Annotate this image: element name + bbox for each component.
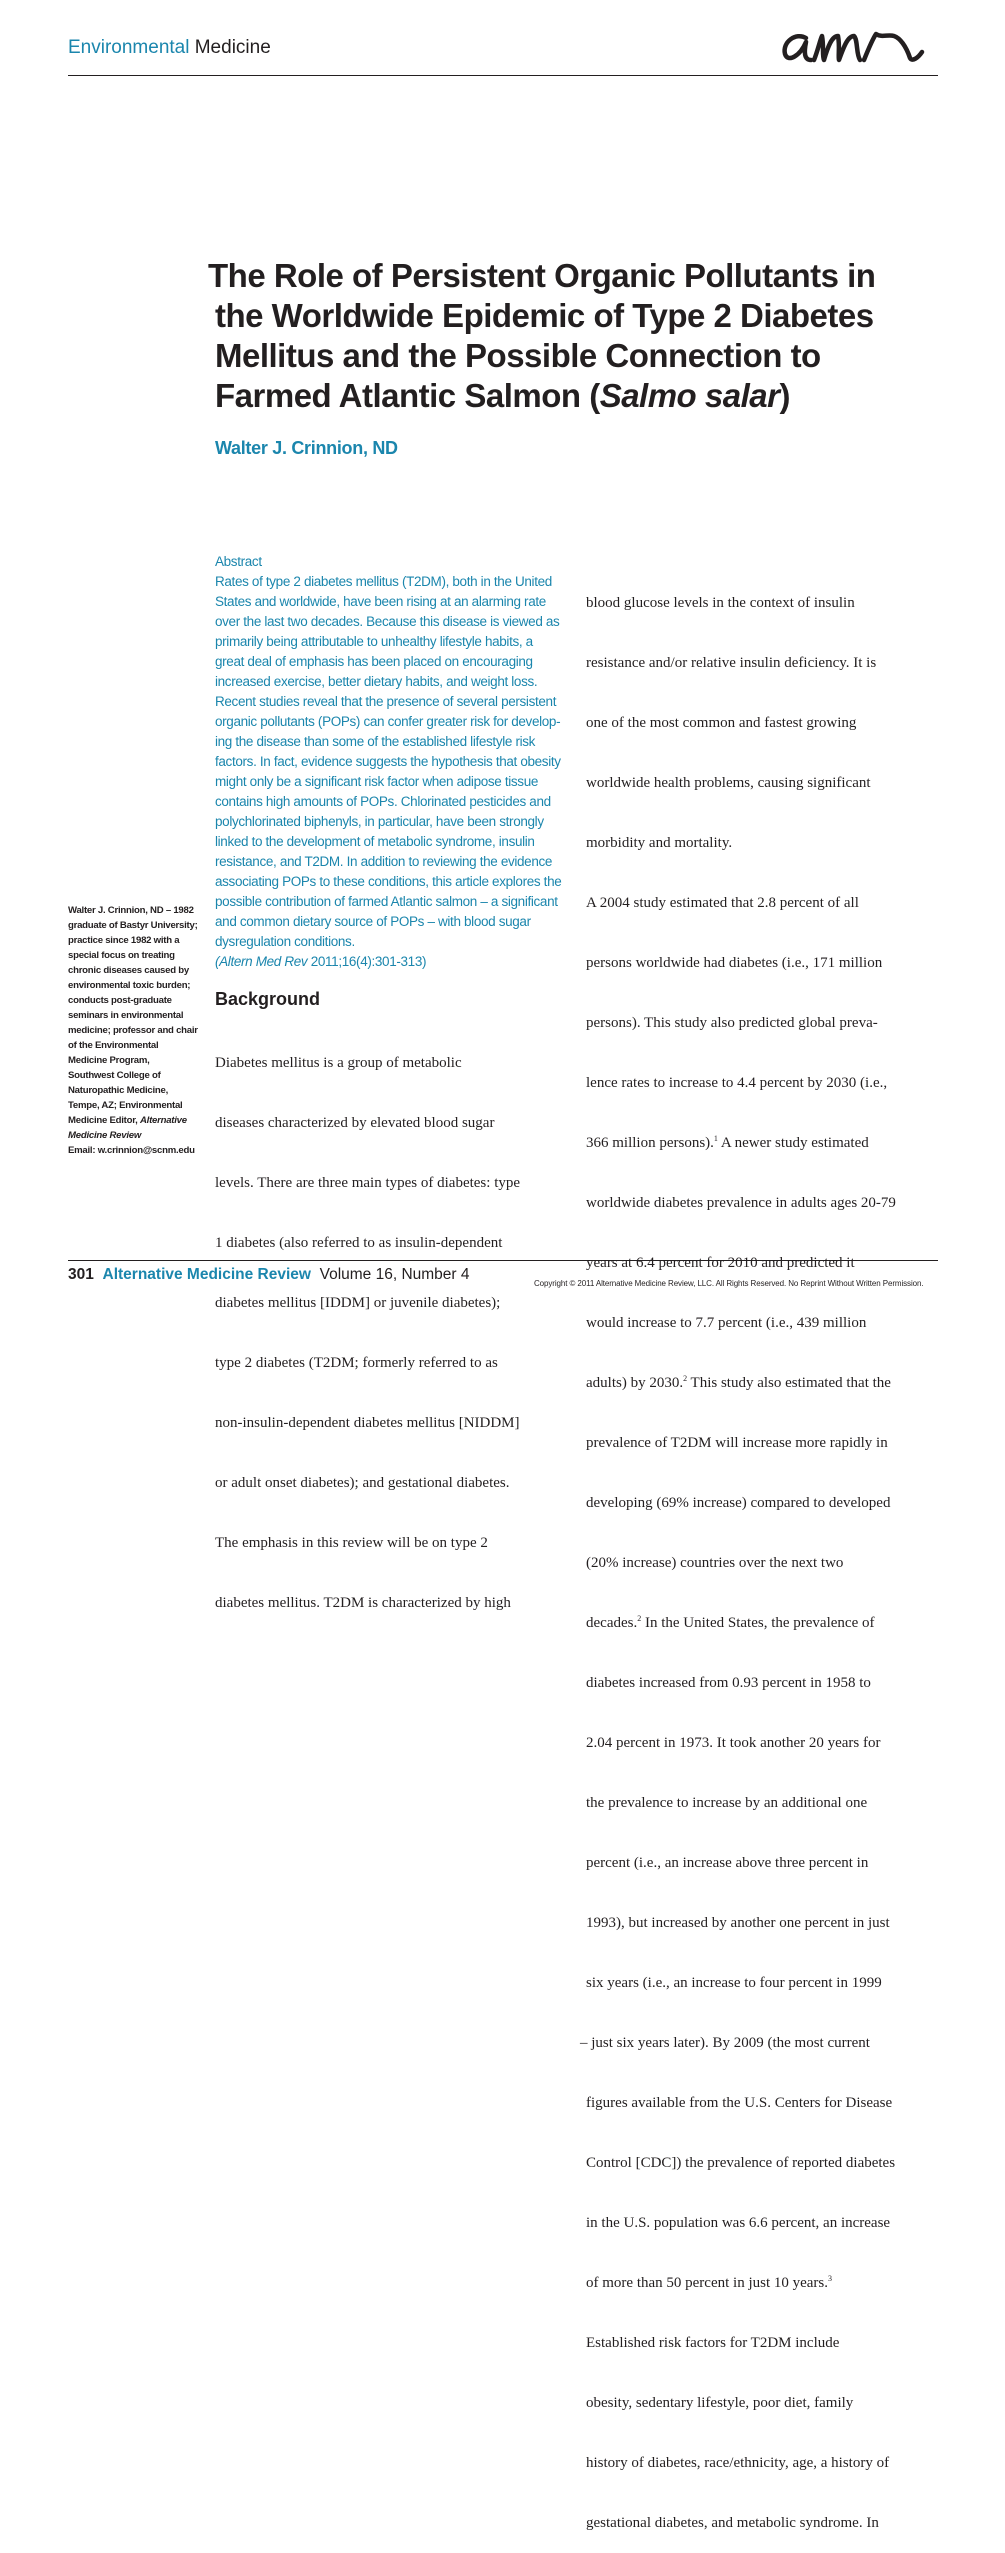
body-text: This study also estimated that the bbox=[687, 1375, 891, 1391]
title-species-name: Salmo salar bbox=[599, 377, 780, 414]
abstract-line: Recent studies reveal that the presence of several persistent bbox=[215, 694, 557, 709]
body-line: 2.04 percent in 1973. It took another 20 years for bbox=[586, 1735, 881, 1751]
abstract-heading: Abstract bbox=[215, 554, 262, 569]
bio-line: practice since 1982 with a bbox=[68, 935, 180, 946]
bio-editor-prefix: Medicine Editor, bbox=[68, 1115, 140, 1126]
bio-editor-journal: Alternative bbox=[139, 1115, 187, 1126]
body-line bbox=[586, 1373, 938, 1393]
body-line: levels. There are three main types of diabetes: type bbox=[215, 1175, 521, 1191]
body-line: percent (i.e., an increase above three percent in bbox=[586, 1855, 869, 1871]
bio-line: of the Environmental bbox=[68, 1040, 159, 1051]
bio-line: environmental toxic burden; bbox=[68, 980, 191, 991]
abstract-line: organic pollutants (POPs) can confer greater risk for develop- bbox=[215, 714, 561, 729]
abstract-line: dysregulation conditions. bbox=[215, 934, 355, 949]
title-line: Mellitus and the Possible Connection to bbox=[215, 337, 821, 374]
body-line: years at 6.4 percent for 2010 and predicted it bbox=[586, 1255, 855, 1271]
abstract-line: over the last two decades. Because this disease is viewed as bbox=[215, 614, 560, 629]
section-label-part2: Medicine bbox=[194, 37, 271, 58]
abstract-line: States and worldwide, have been rising at an alarming rate bbox=[215, 594, 546, 609]
body-line bbox=[586, 2273, 938, 2293]
title-line bbox=[208, 376, 948, 416]
body-line: figures available from the U.S. Centers for Disease bbox=[586, 2095, 893, 2111]
body-line: one of the most common and fastest growing bbox=[586, 715, 857, 731]
section-label bbox=[68, 37, 271, 59]
bio-line: seminars in environmental bbox=[68, 1010, 184, 1021]
body-line: Established risk factors for T2DM include bbox=[586, 2335, 840, 2351]
bio-line: Medicine Program, bbox=[68, 1055, 150, 1066]
body-line bbox=[586, 1613, 938, 1633]
author-name: Walter J. Crinnion, ND bbox=[215, 438, 398, 458]
left-column-body bbox=[215, 1013, 565, 1633]
bio-line bbox=[68, 1113, 206, 1128]
body-line: 1993), but increased by another one percent in just bbox=[586, 1915, 890, 1931]
body-line: history of diabetes, race/ethnicity, age, a history of bbox=[586, 2455, 890, 2471]
body-line: A 2004 study estimated that 2.8 percent of all bbox=[586, 895, 859, 911]
footer-journal-name: Alternative Medicine Review bbox=[102, 1266, 311, 1283]
body-text: of more than 50 percent in just 10 years. bbox=[586, 2275, 829, 2291]
abstract-line: ing the disease than some of the established lifestyle risk bbox=[215, 734, 536, 749]
abstract-citation bbox=[215, 952, 571, 972]
abstract-line: associating POPs to these conditions, this article explores the bbox=[215, 874, 562, 889]
right-column-body bbox=[580, 553, 938, 2553]
footer-rule bbox=[68, 1260, 938, 1261]
body-text: A newer study estimated bbox=[717, 1135, 869, 1151]
body-line: (20% increase) countries over the next two bbox=[586, 1555, 844, 1571]
citation-details: 2011;16(4):301-313) bbox=[307, 954, 427, 969]
bio-line: Southwest College of bbox=[68, 1070, 161, 1081]
body-line: lence rates to increase to 4.4 percent by 2030 (i.e., bbox=[586, 1075, 888, 1091]
body-line: diseases characterized by elevated blood sugar bbox=[215, 1115, 495, 1131]
body-line: worldwide health problems, causing significant bbox=[586, 775, 871, 791]
body-line: diabetes mellitus [IDDM] or juvenile diabetes); bbox=[215, 1295, 501, 1311]
body-line: in the U.S. population was 6.6 percent, an increase bbox=[586, 2215, 891, 2231]
abstract-line: contains high amounts of POPs. Chlorinated pesticides and bbox=[215, 794, 551, 809]
title-line: the Worldwide Epidemic of Type 2 Diabetes bbox=[215, 297, 874, 334]
header-rule bbox=[68, 75, 938, 76]
author-bio bbox=[68, 903, 206, 1158]
body-line: diabetes increased from 0.93 percent in 1958 to bbox=[586, 1675, 871, 1691]
bio-line bbox=[68, 1128, 206, 1143]
body-line: persons worldwide had diabetes (i.e., 171 million bbox=[586, 955, 883, 971]
abstract bbox=[215, 552, 571, 972]
copyright-notice: Copyright © 2011 Alternative Medicine Review, LLC. All Rights Reserved. No Reprint Without Written Permission. bbox=[534, 1279, 924, 1288]
body-line: gestational diabetes, and metabolic syndrome. In bbox=[586, 2515, 879, 2531]
abstract-line: Rates of type 2 diabetes mellitus (T2DM), both in the United bbox=[215, 574, 552, 589]
abstract-line: increased exercise, better dietary habits, and weight loss. bbox=[215, 674, 538, 689]
body-line: developing (69% increase) compared to developed bbox=[586, 1495, 891, 1511]
body-line: Diabetes mellitus is a group of metabolic bbox=[215, 1055, 462, 1071]
footer-journal-info bbox=[68, 1266, 470, 1284]
background-heading: Background bbox=[215, 989, 321, 1009]
bio-line: Tempe, AZ; Environmental bbox=[68, 1100, 183, 1111]
body-line: Control [CDC]) the prevalence of reported diabetes bbox=[586, 2155, 896, 2171]
reference-marker: 2 bbox=[683, 1374, 688, 1383]
body-line: prevalence of T2DM will increase more rapidly in bbox=[586, 1435, 888, 1451]
bio-line: conducts post-graduate bbox=[68, 995, 172, 1006]
abstract-line: possible contribution of farmed Atlantic salmon – a significant bbox=[215, 894, 558, 909]
reference-marker: 1 bbox=[713, 1134, 718, 1143]
body-line: – just six years later). By 2009 (the most current bbox=[580, 2035, 870, 2051]
body-text: 366 million persons). bbox=[586, 1135, 714, 1151]
body-line: six years (i.e., an increase to four percent in 1999 bbox=[586, 1975, 882, 1991]
abstract-line: great deal of emphasis has been placed on encouraging bbox=[215, 654, 533, 669]
title-text: ) bbox=[779, 377, 790, 414]
article-title bbox=[208, 256, 948, 416]
body-text: In the United States, the prevalence of bbox=[641, 1615, 875, 1631]
abstract-line: primarily being attributable to unhealthy lifestyle habits, a bbox=[215, 634, 533, 649]
bio-line: medicine; professor and chair bbox=[68, 1025, 198, 1036]
body-line: non-insulin-dependent diabetes mellitus [NIDDM] bbox=[215, 1415, 520, 1431]
body-line bbox=[586, 1133, 938, 1153]
bio-line: Walter J. Crinnion, ND – 1982 bbox=[68, 905, 194, 916]
body-line: or adult onset diabetes); and gestational diabetes. bbox=[215, 1475, 510, 1491]
body-line: blood glucose levels in the context of insulin bbox=[586, 595, 855, 611]
body-line: persons). This study also predicted global preva- bbox=[586, 1015, 878, 1031]
bio-editor-journal: Medicine Review bbox=[68, 1130, 142, 1141]
bio-line: Naturopathic Medicine, bbox=[68, 1085, 169, 1096]
abstract-line: might only be a significant risk factor when adipose tissue bbox=[215, 774, 539, 789]
body-text: adults) by 2030. bbox=[586, 1375, 684, 1391]
body-line: diabetes mellitus. T2DM is characterized by high bbox=[215, 1595, 511, 1611]
bio-line: special focus on treating bbox=[68, 950, 175, 961]
abstract-line: polychlorinated biphenyls, in particular, have been strongly bbox=[215, 814, 544, 829]
body-line: obesity, sedentary lifestyle, poor diet, family bbox=[586, 2395, 854, 2411]
body-line: 1 diabetes (also referred to as insulin-dependent bbox=[215, 1235, 503, 1251]
page-number: 301 bbox=[68, 1266, 94, 1283]
body-line: would increase to 7.7 percent (i.e., 439 million bbox=[586, 1315, 867, 1331]
reference-marker: 2 bbox=[637, 1614, 642, 1623]
footer-volume: Volume 16, Number 4 bbox=[319, 1266, 470, 1283]
body-line: The emphasis in this review will be on type 2 bbox=[215, 1535, 488, 1551]
citation-journal: (Altern Med Rev bbox=[215, 954, 308, 969]
body-line: morbidity and mortality. bbox=[586, 835, 733, 851]
journal-logo bbox=[776, 16, 936, 72]
abstract-line: linked to the development of metabolic syndrome, insulin bbox=[215, 834, 535, 849]
body-line: resistance and/or relative insulin deficiency. It is bbox=[586, 655, 877, 671]
bio-email: Email: w.crinnion@scnm.edu bbox=[68, 1145, 195, 1156]
abstract-line: and common dietary source of POPs – with blood sugar bbox=[215, 914, 531, 929]
reference-marker: 3 bbox=[828, 2274, 833, 2283]
abstract-line: factors. In fact, evidence suggests the hypothesis that obesity bbox=[215, 754, 561, 769]
bio-line: graduate of Bastyr University; bbox=[68, 920, 198, 931]
bio-line: chronic diseases caused by bbox=[68, 965, 189, 976]
body-text: decades. bbox=[586, 1615, 638, 1631]
title-line: The Role of Persistent Organic Pollutants in bbox=[208, 257, 876, 294]
body-line: type 2 diabetes (T2DM; formerly referred to as bbox=[215, 1355, 498, 1371]
abstract-line: resistance, and T2DM. In addition to reviewing the evidence bbox=[215, 854, 553, 869]
body-line: worldwide diabetes prevalence in adults ages 20-79 bbox=[586, 1195, 896, 1211]
title-text: Farmed Atlantic Salmon ( bbox=[215, 377, 600, 414]
section-label-part1: Environmental bbox=[68, 37, 190, 58]
body-line: the prevalence to increase by an additional one bbox=[586, 1795, 868, 1811]
